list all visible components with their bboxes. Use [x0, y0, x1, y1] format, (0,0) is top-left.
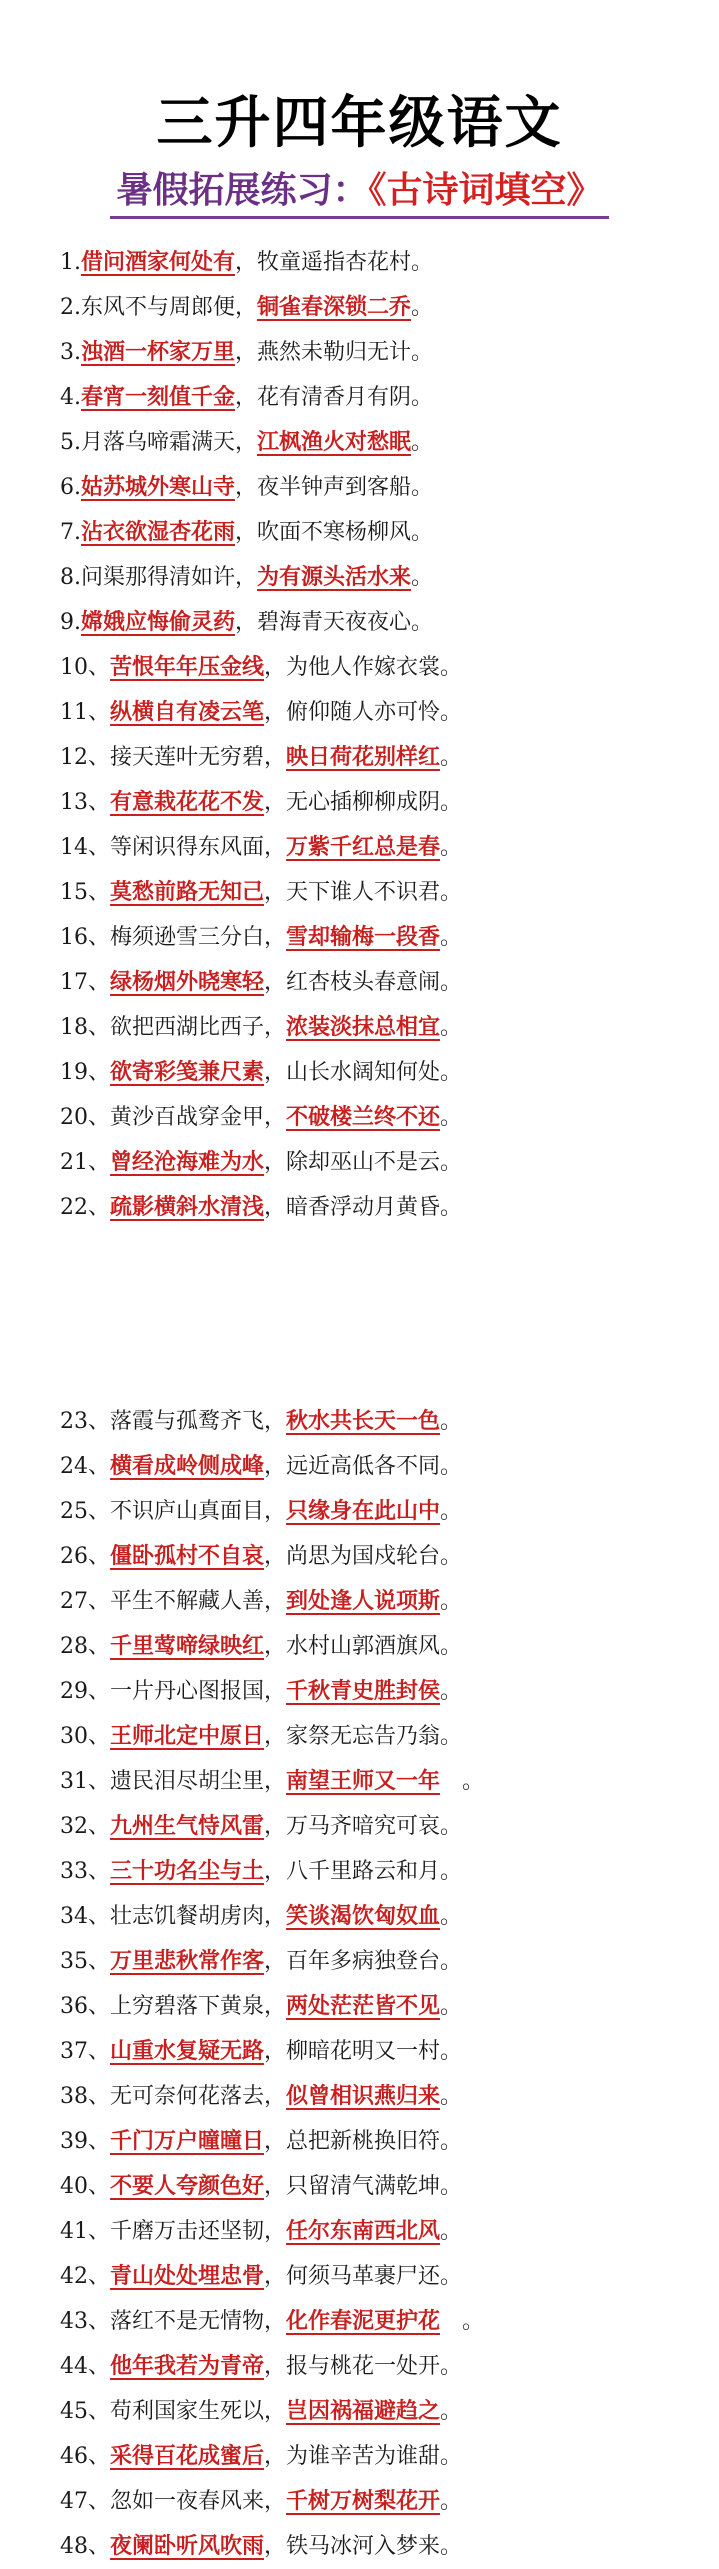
poem-line [60, 690, 700, 735]
poem-line [60, 735, 700, 780]
prompt-text: 。 [440, 835, 463, 860]
line-number: 9. [60, 610, 81, 635]
prompt-text: 。 [440, 1499, 463, 1524]
prompt-text: ，远近高低各不同。 [264, 1454, 463, 1479]
poem-line [60, 1984, 700, 2029]
poem-line [60, 825, 700, 870]
line-number: 26、 [60, 1544, 110, 1569]
poem-line [60, 375, 700, 420]
prompt-text: ，无心插柳柳成阴。 [264, 790, 463, 815]
prompt-text: 。 [440, 1409, 463, 1434]
poem-line [60, 420, 700, 465]
line-number: 14、 [60, 835, 110, 860]
prompt-text: ，为他人作嫁衣裳。 [264, 655, 463, 680]
line-number: 21、 [60, 1150, 110, 1175]
answer-text: 千门万户曈曈日 [110, 2128, 265, 2154]
prompt-text: 。 [440, 1904, 463, 1929]
prompt-text: ，八千里路云和月。 [264, 1859, 463, 1884]
line-number: 36、 [60, 1994, 110, 2019]
answer-text: 九州生气恃风雷 [110, 1813, 265, 1839]
prompt-text: 忽如一夜春风来， [110, 2489, 287, 2514]
answer-text: 似曾相识燕归来 [286, 2083, 441, 2109]
answer-text: 三十功名尘与土 [110, 1858, 265, 1884]
answer-text: 夜阑卧听风吹雨 [110, 2533, 265, 2559]
line-number: 13、 [60, 790, 110, 815]
answer-text: 姑苏城外寒山寺 [81, 474, 236, 500]
prompt-text: ，柳暗花明又一村。 [264, 2039, 463, 2064]
line-number: 3. [60, 340, 81, 365]
poem-line [60, 1669, 700, 1714]
poem-line [60, 645, 700, 690]
line-number: 28、 [60, 1634, 110, 1659]
prompt-text: ，铁马冰河入梦来。 [264, 2534, 463, 2559]
answer-text: 浓装淡抹总相宜 [286, 1014, 441, 1040]
poem-line [60, 2074, 700, 2119]
prompt-text: 问渠那得清如许， [81, 565, 258, 590]
line-number: 5. [60, 430, 81, 455]
poem-line [60, 2344, 700, 2389]
prompt-text: 。 [440, 2309, 485, 2334]
answer-text: 春宵一刻值千金 [81, 384, 236, 410]
poem-line [60, 330, 700, 375]
poem-line [60, 465, 700, 510]
answer-text: 千里莺啼绿映红 [110, 1633, 265, 1659]
poem-line [60, 240, 700, 285]
prompt-text: ，花有清香月有阴。 [235, 385, 434, 410]
poem-line [60, 1894, 700, 1939]
prompt-text: ，何须马革裹尸还。 [264, 2264, 463, 2289]
answer-text: 不破楼兰终不还 [286, 1104, 441, 1130]
prompt-text: 。 [411, 295, 434, 320]
prompt-text: ，暗香浮动月黄昏。 [264, 1195, 463, 1220]
prompt-text: ，俯仰随人亦可怜。 [264, 700, 463, 725]
prompt-text: 一片丹心图报国， [110, 1679, 287, 1704]
answer-text: 纵横自有凌云笔 [110, 699, 265, 725]
answer-text: 岂因祸福避趋之 [286, 2398, 441, 2424]
prompt-text: 等闲识得东风面， [110, 835, 287, 860]
line-number: 4. [60, 385, 81, 410]
poem-line [60, 1714, 700, 1759]
prompt-text: 苟利国家生死以， [110, 2399, 287, 2424]
answer-text: 绿杨烟外晓寒轻 [110, 969, 265, 995]
poem-line [60, 1095, 700, 1140]
prompt-text: 平生不解藏人善， [110, 1589, 287, 1614]
poem-line [60, 960, 700, 1005]
line-number: 8. [60, 565, 81, 590]
line-number: 11、 [60, 700, 110, 725]
poem-line [60, 1050, 700, 1095]
line-number: 1. [60, 250, 81, 275]
line-number: 42、 [60, 2264, 110, 2289]
prompt-text: ，只留清气满乾坤。 [264, 2174, 463, 2199]
poem-line [60, 2164, 700, 2209]
prompt-text: 。 [440, 1679, 463, 1704]
line-number: 34、 [60, 1904, 110, 1929]
prompt-text: 。 [440, 2084, 463, 2109]
line-number: 40、 [60, 2174, 110, 2199]
prompt-text: 。 [440, 1994, 463, 2019]
line-number: 19、 [60, 1060, 110, 1085]
answer-text: 为有源头活水来 [257, 564, 412, 590]
prompt-text: 上穷碧落下黄泉， [110, 1994, 287, 2019]
line-number: 16、 [60, 925, 110, 950]
prompt-text: 黄沙百战穿金甲， [110, 1105, 287, 1130]
prompt-text: 。 [411, 430, 434, 455]
prompt-text: ，碧海青天夜夜心。 [235, 610, 434, 635]
answer-text: 笑谈渴饮匈奴血 [286, 1903, 441, 1929]
prompt-text: ，为谁辛苦为谁甜。 [264, 2444, 463, 2469]
prompt-text: 。 [440, 745, 463, 770]
answer-text: 僵卧孤村不自哀 [110, 1543, 265, 1569]
answer-text: 铜雀春深锁二乔 [257, 294, 412, 320]
line-number: 20、 [60, 1105, 110, 1130]
poem-line [60, 1759, 700, 1804]
line-number: 17、 [60, 970, 110, 995]
poem-line [60, 555, 700, 600]
section-gap [60, 1230, 700, 1399]
line-number: 6. [60, 475, 81, 500]
prompt-text: 。 [440, 2219, 463, 2244]
line-number: 44、 [60, 2354, 110, 2379]
answer-text: 千秋青史胜封侯 [286, 1678, 441, 1704]
answer-text: 苦恨年年压金线 [110, 654, 265, 680]
poem-line [60, 2254, 700, 2299]
line-number: 32、 [60, 1814, 110, 1839]
prompt-text: ，总把新桃换旧符。 [264, 2129, 463, 2154]
line-number: 38、 [60, 2084, 110, 2109]
line-number: 31、 [60, 1769, 110, 1794]
poem-line [60, 2479, 700, 2524]
poem-line [60, 2524, 700, 2569]
prompt-text: 不识庐山真面目， [110, 1499, 287, 1524]
line-number: 48、 [60, 2534, 110, 2559]
answer-text: 到处逢人说项斯 [286, 1588, 441, 1614]
poem-line [60, 600, 700, 645]
line-number: 27、 [60, 1589, 110, 1614]
answer-text: 化作春泥更护花 [286, 2308, 441, 2334]
page-title: 三升四年级语文 [156, 91, 563, 156]
line-number: 30、 [60, 1724, 110, 1749]
subtitle [110, 168, 608, 219]
prompt-text: 。 [440, 1589, 463, 1614]
prompt-text: ，吹面不寒杨柳风。 [235, 520, 434, 545]
prompt-text: ，牧童遥指杏花村。 [235, 250, 434, 275]
answer-text: 嫦娥应悔偷灵药 [81, 609, 236, 635]
poem-line [60, 285, 700, 330]
line-number: 47、 [60, 2489, 110, 2514]
answer-text: 有意栽花花不发 [110, 789, 265, 815]
line-number: 2. [60, 295, 81, 320]
poem-line [60, 1444, 700, 1489]
answer-text: 万里悲秋常作客 [110, 1948, 265, 1974]
prompt-text: ，燕然未勒归无计。 [235, 340, 434, 365]
poem-line [60, 510, 700, 555]
prompt-text: ，家祭无忘告乃翁。 [264, 1724, 463, 1749]
answer-text: 万紫千红总是春 [286, 834, 441, 860]
prompt-text: 接天莲叶无穷碧， [110, 745, 287, 770]
poem-line [60, 2209, 700, 2254]
prompt-text: 。 [440, 1105, 463, 1130]
answer-text: 秋水共长天一色 [286, 1408, 441, 1434]
answer-text: 王师北定中原日 [110, 1723, 265, 1749]
prompt-text: ，水村山郭酒旗风。 [264, 1634, 463, 1659]
poem-line [60, 1624, 700, 1669]
prompt-text: 。 [440, 1769, 485, 1794]
prompt-text: ，尚思为国戍轮台。 [264, 1544, 463, 1569]
answer-text: 雪却输梅一段香 [286, 924, 441, 950]
line-number: 33、 [60, 1859, 110, 1884]
poem-line [60, 2029, 700, 2074]
poem-line [60, 1939, 700, 1984]
prompt-text: 。 [411, 565, 434, 590]
subtitle-prefix: 暑假拓展练习： [116, 170, 369, 211]
answer-text: 疏影横斜水清浅 [110, 1194, 265, 1220]
answer-text: 江枫渔火对愁眠 [257, 429, 412, 455]
prompt-text: ，红杏枝头春意闹。 [264, 970, 463, 995]
line-number: 24、 [60, 1454, 110, 1479]
prompt-text: 壮志饥餐胡虏肉， [110, 1904, 287, 1929]
answer-text: 任尔东南西北风 [286, 2218, 441, 2244]
poem-line [60, 2389, 700, 2434]
answer-text: 沾衣欲湿杏花雨 [81, 519, 236, 545]
poem-line [60, 1399, 700, 1444]
line-number: 35、 [60, 1949, 110, 1974]
line-number: 41、 [60, 2219, 110, 2244]
line-number: 46、 [60, 2444, 110, 2469]
subtitle-body: 《古诗词填空》 [368, 170, 603, 211]
prompt-text: 东风不与周郎便， [81, 295, 258, 320]
line-number: 18、 [60, 1015, 110, 1040]
line-number: 7. [60, 520, 81, 545]
line-number: 37、 [60, 2039, 110, 2064]
line-number: 23、 [60, 1409, 110, 1434]
answer-text: 浊酒一杯家万里 [81, 339, 236, 365]
prompt-text: 。 [440, 1015, 463, 1040]
prompt-text: 落红不是无情物， [110, 2309, 287, 2334]
answer-text: 采得百花成蜜后 [110, 2443, 265, 2469]
poem-line [60, 1489, 700, 1534]
prompt-text: 。 [440, 2489, 463, 2514]
poem-line [60, 2434, 700, 2479]
prompt-text: ，报与桃花一处开。 [264, 2354, 463, 2379]
poem-line [60, 1534, 700, 1579]
answer-text: 青山处处埋忠骨 [110, 2263, 265, 2289]
prompt-text: 。 [440, 925, 463, 950]
answer-text: 欲寄彩笺兼尺素 [110, 1059, 265, 1085]
prompt-text: ，除却巫山不是云。 [264, 1150, 463, 1175]
prompt-text: 梅须逊雪三分白， [110, 925, 287, 950]
poem-line [60, 1804, 700, 1849]
line-number: 43、 [60, 2309, 110, 2334]
poem-list [60, 240, 700, 2569]
prompt-text: ，万马齐喑究可哀。 [264, 1814, 463, 1839]
poem-line [60, 2299, 700, 2344]
poem-line [60, 1849, 700, 1894]
line-number: 12、 [60, 745, 110, 770]
answer-text: 映日荷花别样红 [286, 744, 441, 770]
line-number: 29、 [60, 1679, 110, 1704]
poem-line [60, 2119, 700, 2164]
prompt-text: 千磨万击还坚韧， [110, 2219, 287, 2244]
poem-line [60, 1140, 700, 1185]
answer-text: 两处茫茫皆不见 [286, 1993, 441, 2019]
poem-line [60, 780, 700, 825]
answer-text: 曾经沧海难为水 [110, 1149, 265, 1175]
prompt-text: 。 [440, 2399, 463, 2424]
prompt-text: 欲把西湖比西子， [110, 1015, 287, 1040]
answer-text: 山重水复疑无路 [110, 2038, 265, 2064]
poem-line [60, 870, 700, 915]
line-number: 22、 [60, 1195, 110, 1220]
line-number: 45、 [60, 2399, 110, 2424]
prompt-text: 月落乌啼霜满天， [81, 430, 258, 455]
subtitle-banner [0, 168, 719, 219]
prompt-text: ，天下谁人不识君。 [264, 880, 463, 905]
prompt-text: 无可奈何花落去， [110, 2084, 287, 2109]
line-number: 39、 [60, 2129, 110, 2154]
answer-text: 借问酒家何处有 [81, 249, 236, 275]
answer-text: 不要人夸颜色好 [110, 2173, 265, 2199]
answer-text: 莫愁前路无知己 [110, 879, 265, 905]
answer-text: 横看成岭侧成峰 [110, 1453, 265, 1479]
poem-line [60, 1005, 700, 1050]
line-number: 15、 [60, 880, 110, 905]
answer-text: 他年我若为青帝 [110, 2353, 265, 2379]
answer-text: 千树万树梨花开 [286, 2488, 441, 2514]
prompt-text: 落霞与孤鹜齐飞， [110, 1409, 287, 1434]
poem-line [60, 1579, 700, 1624]
answer-text: 只缘身在此山中 [286, 1498, 441, 1524]
line-number: 10、 [60, 655, 110, 680]
prompt-text: ，山长水阔知何处。 [264, 1060, 463, 1085]
prompt-text: ，夜半钟声到客船。 [235, 475, 434, 500]
prompt-text: ，百年多病独登台。 [264, 1949, 463, 1974]
line-number: 25、 [60, 1499, 110, 1524]
poem-line [60, 915, 700, 960]
prompt-text: 遗民泪尽胡尘里， [110, 1769, 287, 1794]
answer-text: 南望王师又一年 [286, 1768, 441, 1794]
poem-line [60, 1185, 700, 1230]
